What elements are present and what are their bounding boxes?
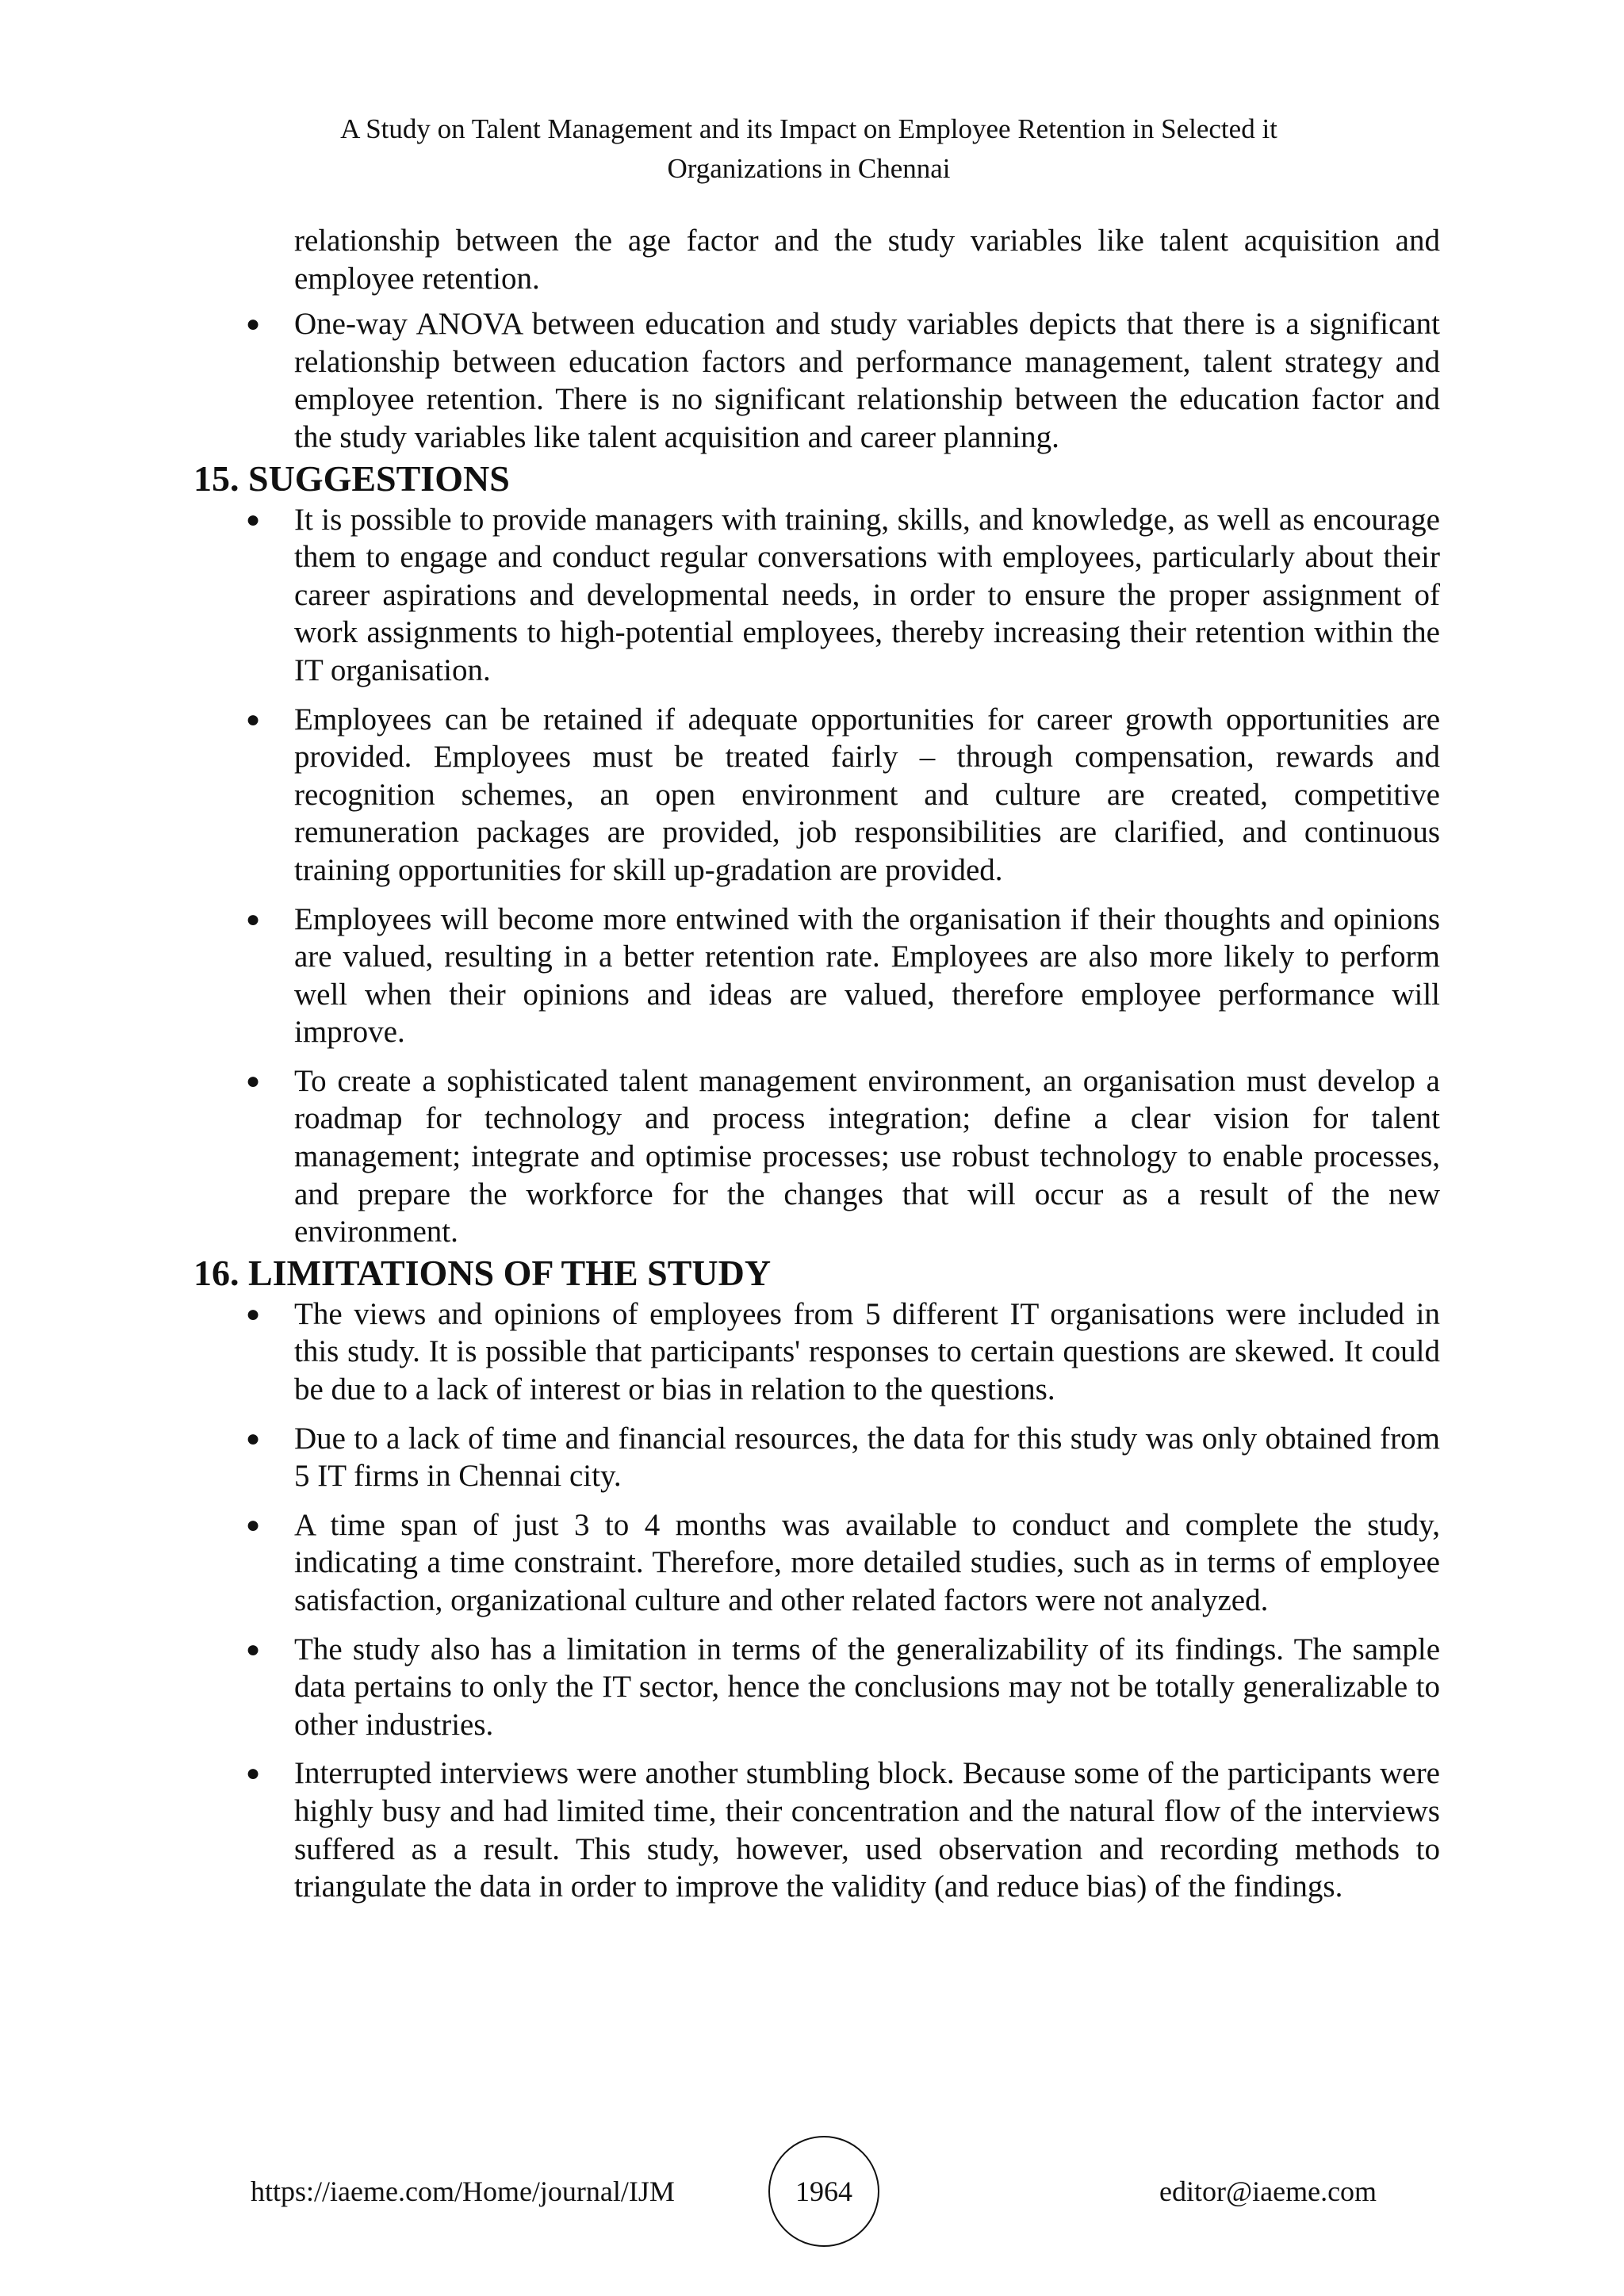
list-item [193,305,1440,456]
journal-url-link[interactable]: https://iaeme.com/Home/journal/IJM [251,2175,675,2207]
bullet-icon: ● [246,506,261,533]
list-item [193,1420,1440,1495]
suggestions-list [193,501,1440,1251]
bullet-icon: ● [246,311,261,338]
list-item [193,1506,1440,1620]
running-header [238,109,1380,189]
running-header-line-1: A Study on Talent Management and its Impact on Employee Retention in Selected it [340,113,1277,144]
list-item-text: Due to a lack of time and financial resources, the data for this study was only obtained from 5 IT firms in Chennai city. [294,1421,1440,1494]
list-item-text: It is possible to provide managers with training, skills, and knowledge, as well as encourage them to engage and conduct regular conversations with employees, particularly about their career aspirations and developmental needs, in order to ensure the proper assignment of work assignments to high-potential employees, thereby increasing their retention within the IT organisation. [294,502,1440,687]
bullet-icon: ● [246,1067,261,1094]
running-header-line-2: Organizations in Chennai [667,153,951,184]
list-item-text: A time span of just 3 to 4 months was available to conduct and complete the study, indicating a time constraint. Therefore, more detailed studies, such as in terms of employee satisfaction, organizational culture and other related factors were not analyzed. [294,1507,1440,1617]
limitations-list [193,1295,1440,1906]
list-item [193,1631,1440,1744]
list-item-text: Interrupted interviews were another stumbling block. Because some of the participants were highly busy and had limited time, their concentration and the natural flow of the interviews suffered as a result. This study, however, used observation and recording methods to triangulate the data in order to improve the validity (and reduce bias) of the findings. [294,1756,1440,1904]
list-item-text: To create a sophisticated talent management environment, an organisation must develop a roadmap for technology and process integration; define a clear vision for talent management; integrate and optimise processes; use robust technology to enable processes, and prepare the workforce for the changes that will occur as a result of the new environment. [294,1063,1440,1249]
page-number: 1964 [795,2175,852,2207]
list-item-text: The study also has a limitation in terms of the generalizability of its findings. The sample data pertains to only the IT sector, hence the conclusions may not be totally generalizable to other industries. [294,1632,1440,1742]
bullet-icon: ● [246,905,261,932]
bullet-icon: ● [246,1760,261,1787]
list-item-text: Employees can be retained if adequate opportunities for career growth opportunities are provided. Employees must be treated fairly – through compensation, rewards and recognition schemes, an open environment and culture are created, competitive remuneration packages are provided, job responsibilities are clarified, and continuous training opportunities for skill up-gradation are provided. [294,702,1440,887]
bullet-icon: ● [246,1636,261,1663]
list-item [193,901,1440,1051]
list-item [193,1755,1440,1905]
page-footer [0,2136,1624,2255]
list-item [193,1295,1440,1409]
section-heading-limitations: 16. LIMITATIONS OF THE STUDY [193,1252,772,1293]
bullet-icon: ● [246,1425,261,1452]
list-item-text: One-way ANOVA between education and study variables depicts that there is a significant relationship between education factors and performance management, talent strategy and employee retention. There is no significant relationship between the education factor and the study variables like talent acquisition and career planning. [294,307,1440,454]
editor-email-link[interactable]: editor@iaeme.com [1159,2175,1377,2207]
list-item-text: The views and opinions of employees from 5 different IT organisations were included in this study. It is possible that participants' responses to certain questions are skewed. It could be due to a lack of interest or bias in relation to the questions. [294,1296,1440,1407]
page-number-badge [768,2136,879,2247]
list-item-text: Employees will become more entwined with the organisation if their thoughts and opinions are valued, resulting in a better retention rate. Employees are also more likely to perform well when their opinions and ideas are valued, therefore employee performance will improve. [294,901,1440,1050]
continuation-paragraph: relationship between the age factor and the study variables like talent acquisition and employee retention. [294,224,1440,296]
list-item [193,501,1440,690]
bullet-icon: ● [246,1511,261,1538]
page-content [193,222,1440,1906]
section-heading-suggestions: 15. SUGGESTIONS [193,457,510,499]
bullet-icon: ● [246,1300,261,1327]
bullet-icon: ● [246,706,261,733]
findings-list [193,305,1440,456]
list-item [193,701,1440,890]
list-item [193,1062,1440,1251]
